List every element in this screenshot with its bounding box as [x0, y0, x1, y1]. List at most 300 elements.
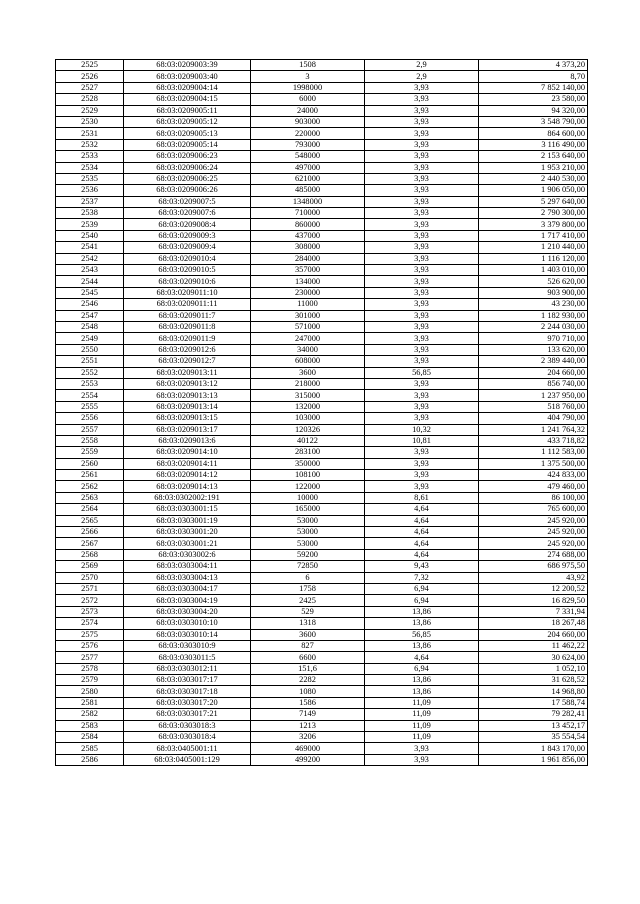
- row-number-cell: 2565: [56, 515, 124, 526]
- area-cell: 134000: [251, 276, 365, 287]
- cadastral-number-cell: 68:03:0303004:19: [124, 595, 251, 606]
- value-cell: 3 548 790,00: [479, 116, 588, 127]
- value-cell: 4 373,20: [479, 60, 588, 71]
- row-number-cell: 2566: [56, 527, 124, 538]
- area-cell: 283100: [251, 447, 365, 458]
- cadastral-number-cell: 68:03:0303001:15: [124, 504, 251, 515]
- area-cell: 220000: [251, 128, 365, 139]
- area-cell: 350000: [251, 458, 365, 469]
- value-cell: 245 920,00: [479, 527, 588, 538]
- row-number-cell: 2567: [56, 538, 124, 549]
- table-row: [56, 424, 588, 435]
- value-cell: 903 900,00: [479, 287, 588, 298]
- area-cell: 497000: [251, 162, 365, 173]
- area-cell: 53000: [251, 527, 365, 538]
- value-cell: 765 600,00: [479, 504, 588, 515]
- row-number-cell: 2562: [56, 481, 124, 492]
- area-cell: 3600: [251, 629, 365, 640]
- area-cell: 3206: [251, 732, 365, 743]
- table-row: [56, 265, 588, 276]
- table-row: [56, 640, 588, 651]
- value-cell: 35 554,54: [479, 732, 588, 743]
- row-number-cell: 2534: [56, 162, 124, 173]
- row-number-cell: 2568: [56, 549, 124, 560]
- area-cell: 608000: [251, 356, 365, 367]
- rate-cell: 3,93: [365, 344, 479, 355]
- area-cell: 357000: [251, 265, 365, 276]
- value-cell: 79 282,41: [479, 709, 588, 720]
- area-cell: 6000: [251, 94, 365, 105]
- value-cell: 16 829,50: [479, 595, 588, 606]
- row-number-cell: 2561: [56, 470, 124, 481]
- cadastral-number-cell: 68:03:0209006:26: [124, 185, 251, 196]
- rate-cell: 8,61: [365, 492, 479, 503]
- rate-cell: 3,93: [365, 139, 479, 150]
- cadastral-number-cell: 68:03:0209013:13: [124, 390, 251, 401]
- area-cell: 108100: [251, 470, 365, 481]
- table-row: [56, 60, 588, 71]
- row-number-cell: 2558: [56, 435, 124, 446]
- cadastral-number-cell: 68:03:0303017:21: [124, 709, 251, 720]
- area-cell: 59200: [251, 549, 365, 560]
- rate-cell: 56,85: [365, 367, 479, 378]
- table-row: [56, 367, 588, 378]
- area-cell: 437000: [251, 230, 365, 241]
- cadastral-number-cell: 68:03:0209013:6: [124, 435, 251, 446]
- cadastral-number-cell: 68:03:0209013:15: [124, 413, 251, 424]
- value-cell: 1 953 210,00: [479, 162, 588, 173]
- table-row: [56, 549, 588, 560]
- value-cell: 7 331,94: [479, 606, 588, 617]
- area-cell: 3600: [251, 367, 365, 378]
- value-cell: 204 660,00: [479, 367, 588, 378]
- row-number-cell: 2573: [56, 606, 124, 617]
- row-number-cell: 2563: [56, 492, 124, 503]
- row-number-cell: 2544: [56, 276, 124, 287]
- table-row: [56, 299, 588, 310]
- area-cell: 1758: [251, 583, 365, 594]
- row-number-cell: 2547: [56, 310, 124, 321]
- value-cell: 404 790,00: [479, 413, 588, 424]
- cadastral-number-cell: 68:03:0209009:4: [124, 242, 251, 253]
- value-cell: 1 112 583,00: [479, 447, 588, 458]
- value-cell: 1 052,10: [479, 663, 588, 674]
- cadastral-number-cell: 68:03:0302002:191: [124, 492, 251, 503]
- area-cell: 1318: [251, 618, 365, 629]
- table-row: [56, 572, 588, 583]
- value-cell: 1 237 950,00: [479, 390, 588, 401]
- cadastral-number-cell: 68:03:0209004:14: [124, 82, 251, 93]
- rate-cell: 3,93: [365, 356, 479, 367]
- table-row: [56, 515, 588, 526]
- rate-cell: 3,93: [365, 458, 479, 469]
- table-row: [56, 378, 588, 389]
- cadastral-number-cell: 68:03:0303004:20: [124, 606, 251, 617]
- cadastral-number-cell: 68:03:0209005:12: [124, 116, 251, 127]
- cadastral-number-cell: 68:03:0209014:10: [124, 447, 251, 458]
- row-number-cell: 2543: [56, 265, 124, 276]
- area-cell: 621000: [251, 173, 365, 184]
- value-cell: 1 403 010,00: [479, 265, 588, 276]
- value-cell: 245 920,00: [479, 515, 588, 526]
- table-row: [56, 321, 588, 332]
- value-cell: 18 267,48: [479, 618, 588, 629]
- row-number-cell: 2537: [56, 196, 124, 207]
- area-cell: 315000: [251, 390, 365, 401]
- row-number-cell: 2559: [56, 447, 124, 458]
- area-cell: 1348000: [251, 196, 365, 207]
- cadastral-number-cell: 68:03:0209010:5: [124, 265, 251, 276]
- rate-cell: 3,93: [365, 185, 479, 196]
- rate-cell: 7,32: [365, 572, 479, 583]
- area-cell: 485000: [251, 185, 365, 196]
- rate-cell: 4,64: [365, 504, 479, 515]
- value-cell: 1 961 856,00: [479, 754, 588, 765]
- row-number-cell: 2583: [56, 720, 124, 731]
- rate-cell: 4,64: [365, 549, 479, 560]
- value-cell: 43,92: [479, 572, 588, 583]
- cadastral-number-cell: 68:03:0303010:14: [124, 629, 251, 640]
- rate-cell: 56,85: [365, 629, 479, 640]
- row-number-cell: 2569: [56, 561, 124, 572]
- table-row: [56, 94, 588, 105]
- cadastral-number-cell: 68:03:0209014:11: [124, 458, 251, 469]
- rate-cell: 13,86: [365, 606, 479, 617]
- table-row: [56, 458, 588, 469]
- cadastral-number-cell: 68:03:0303018:4: [124, 732, 251, 743]
- rate-cell: 3,93: [365, 253, 479, 264]
- rate-cell: 11,09: [365, 720, 479, 731]
- rate-cell: 3,93: [365, 94, 479, 105]
- row-number-cell: 2571: [56, 583, 124, 594]
- area-cell: 548000: [251, 151, 365, 162]
- rate-cell: 3,93: [365, 413, 479, 424]
- table-row: [56, 242, 588, 253]
- area-cell: 2425: [251, 595, 365, 606]
- row-number-cell: 2577: [56, 652, 124, 663]
- value-cell: 479 460,00: [479, 481, 588, 492]
- cadastral-number-cell: 68:03:0209010:4: [124, 253, 251, 264]
- area-cell: 230000: [251, 287, 365, 298]
- area-cell: 301000: [251, 310, 365, 321]
- row-number-cell: 2570: [56, 572, 124, 583]
- area-cell: 53000: [251, 515, 365, 526]
- cadastral-number-cell: 68:03:0303017:20: [124, 697, 251, 708]
- rate-cell: 3,93: [365, 310, 479, 321]
- table-row: [56, 310, 588, 321]
- cadastral-number-cell: 68:03:0209014:13: [124, 481, 251, 492]
- table-row: [56, 538, 588, 549]
- cadastral-number-cell: 68:03:0303002:6: [124, 549, 251, 560]
- row-number-cell: 2545: [56, 287, 124, 298]
- rate-cell: 3,93: [365, 321, 479, 332]
- rate-cell: 10,81: [365, 435, 479, 446]
- cadastral-number-cell: 68:03:0209003:40: [124, 71, 251, 82]
- row-number-cell: 2536: [56, 185, 124, 196]
- cadastral-number-cell: 68:03:0303004:13: [124, 572, 251, 583]
- row-number-cell: 2581: [56, 697, 124, 708]
- value-cell: 1 241 764,32: [479, 424, 588, 435]
- area-cell: 120326: [251, 424, 365, 435]
- value-cell: 2 440 530,00: [479, 173, 588, 184]
- value-cell: 864 600,00: [479, 128, 588, 139]
- row-number-cell: 2525: [56, 60, 124, 71]
- row-number-cell: 2550: [56, 344, 124, 355]
- rate-cell: 6,94: [365, 663, 479, 674]
- area-cell: 53000: [251, 538, 365, 549]
- cadastral-number-cell: 68:03:0209012:6: [124, 344, 251, 355]
- area-cell: 903000: [251, 116, 365, 127]
- row-number-cell: 2533: [56, 151, 124, 162]
- value-cell: 433 718,82: [479, 435, 588, 446]
- rate-cell: 3,93: [365, 447, 479, 458]
- cadastral-number-cell: 68:03:0209013:14: [124, 401, 251, 412]
- area-cell: 1998000: [251, 82, 365, 93]
- value-cell: 204 660,00: [479, 629, 588, 640]
- table-row: [56, 527, 588, 538]
- value-cell: 686 975,50: [479, 561, 588, 572]
- rate-cell: 11,09: [365, 732, 479, 743]
- row-number-cell: 2531: [56, 128, 124, 139]
- cadastral-number-cell: 68:03:0209012:7: [124, 356, 251, 367]
- row-number-cell: 2574: [56, 618, 124, 629]
- area-cell: 72850: [251, 561, 365, 572]
- cadastral-number-cell: 68:03:0209008:4: [124, 219, 251, 230]
- rate-cell: 3,93: [365, 173, 479, 184]
- table-row: [56, 333, 588, 344]
- area-cell: 284000: [251, 253, 365, 264]
- value-cell: 274 688,00: [479, 549, 588, 560]
- value-cell: 2 153 640,00: [479, 151, 588, 162]
- rate-cell: 3,93: [365, 481, 479, 492]
- area-cell: 469000: [251, 743, 365, 754]
- table-row: [56, 675, 588, 686]
- row-number-cell: 2552: [56, 367, 124, 378]
- rate-cell: 2,9: [365, 60, 479, 71]
- rate-cell: 3,93: [365, 82, 479, 93]
- table-row: [56, 754, 588, 765]
- value-cell: 12 200,52: [479, 583, 588, 594]
- rate-cell: 3,93: [365, 754, 479, 765]
- area-cell: 40122: [251, 435, 365, 446]
- rate-cell: 3,93: [365, 151, 479, 162]
- table-row: [56, 356, 588, 367]
- area-cell: 132000: [251, 401, 365, 412]
- value-cell: 7 852 140,00: [479, 82, 588, 93]
- table-row: [56, 208, 588, 219]
- rate-cell: 3,93: [365, 333, 479, 344]
- table-row: [56, 732, 588, 743]
- area-cell: 1586: [251, 697, 365, 708]
- rate-cell: 13,86: [365, 675, 479, 686]
- value-cell: 245 920,00: [479, 538, 588, 549]
- row-number-cell: 2572: [56, 595, 124, 606]
- area-cell: 3: [251, 71, 365, 82]
- row-number-cell: 2582: [56, 709, 124, 720]
- rate-cell: 11,09: [365, 709, 479, 720]
- rate-cell: 10,32: [365, 424, 479, 435]
- value-cell: 30 624,00: [479, 652, 588, 663]
- value-cell: 13 452,17: [479, 720, 588, 731]
- table-row: [56, 720, 588, 731]
- row-number-cell: 2542: [56, 253, 124, 264]
- cadastral-number-cell: 68:03:0303001:19: [124, 515, 251, 526]
- area-cell: 218000: [251, 378, 365, 389]
- cadastral-number-cell: 68:03:0209006:25: [124, 173, 251, 184]
- table-row: [56, 162, 588, 173]
- table-row: [56, 413, 588, 424]
- value-cell: 8,70: [479, 71, 588, 82]
- value-cell: 1 116 120,00: [479, 253, 588, 264]
- value-cell: 1 906 050,00: [479, 185, 588, 196]
- cadastral-number-cell: 68:03:0209004:15: [124, 94, 251, 105]
- area-cell: 529: [251, 606, 365, 617]
- rate-cell: 2,9: [365, 71, 479, 82]
- row-number-cell: 2580: [56, 686, 124, 697]
- table-row: [56, 629, 588, 640]
- value-cell: 1 375 500,00: [479, 458, 588, 469]
- rate-cell: 3,93: [365, 743, 479, 754]
- cadastral-number-cell: 68:03:0303012:11: [124, 663, 251, 674]
- rate-cell: 3,93: [365, 116, 479, 127]
- row-number-cell: 2555: [56, 401, 124, 412]
- rate-cell: 3,93: [365, 276, 479, 287]
- rate-cell: 3,93: [365, 219, 479, 230]
- table-row: [56, 583, 588, 594]
- value-cell: 14 968,80: [479, 686, 588, 697]
- value-cell: 17 588,74: [479, 697, 588, 708]
- cadastral-number-cell: 68:03:0209013:17: [124, 424, 251, 435]
- row-number-cell: 2560: [56, 458, 124, 469]
- cadastral-number-cell: 68:03:0209006:24: [124, 162, 251, 173]
- cadastral-number-cell: 68:03:0209011:10: [124, 287, 251, 298]
- value-cell: 1 210 440,00: [479, 242, 588, 253]
- table-row: [56, 652, 588, 663]
- area-cell: 860000: [251, 219, 365, 230]
- area-cell: 7149: [251, 709, 365, 720]
- table-row: [56, 219, 588, 230]
- value-cell: 424 833,00: [479, 470, 588, 481]
- cadastral-number-cell: 68:03:0209011:7: [124, 310, 251, 321]
- rate-cell: 13,86: [365, 686, 479, 697]
- row-number-cell: 2532: [56, 139, 124, 150]
- table-body: [56, 60, 588, 766]
- row-number-cell: 2575: [56, 629, 124, 640]
- cadastral-number-cell: 68:03:0303004:11: [124, 561, 251, 572]
- row-number-cell: 2539: [56, 219, 124, 230]
- table-row: [56, 504, 588, 515]
- table-row: [56, 116, 588, 127]
- value-cell: 856 740,00: [479, 378, 588, 389]
- area-cell: 11000: [251, 299, 365, 310]
- cadastral-number-cell: 68:03:0209005:13: [124, 128, 251, 139]
- row-number-cell: 2540: [56, 230, 124, 241]
- table-row: [56, 151, 588, 162]
- row-number-cell: 2535: [56, 173, 124, 184]
- table-row: [56, 82, 588, 93]
- table-row: [56, 470, 588, 481]
- cadastral-number-cell: 68:03:0209011:9: [124, 333, 251, 344]
- rate-cell: 3,93: [365, 162, 479, 173]
- row-number-cell: 2585: [56, 743, 124, 754]
- table-row: [56, 663, 588, 674]
- area-cell: 6: [251, 572, 365, 583]
- area-cell: 710000: [251, 208, 365, 219]
- value-cell: 5 297 640,00: [479, 196, 588, 207]
- value-cell: 3 379 800,00: [479, 219, 588, 230]
- area-cell: 103000: [251, 413, 365, 424]
- row-number-cell: 2548: [56, 321, 124, 332]
- rate-cell: 3,93: [365, 470, 479, 481]
- row-number-cell: 2586: [56, 754, 124, 765]
- row-number-cell: 2578: [56, 663, 124, 674]
- cadastral-number-cell: 68:03:0209003:39: [124, 60, 251, 71]
- value-cell: 970 710,00: [479, 333, 588, 344]
- rate-cell: 3,93: [365, 208, 479, 219]
- cadastral-value-table: [55, 59, 588, 766]
- row-number-cell: 2526: [56, 71, 124, 82]
- area-cell: 10000: [251, 492, 365, 503]
- cadastral-number-cell: 68:03:0303011:5: [124, 652, 251, 663]
- area-cell: 2282: [251, 675, 365, 686]
- row-number-cell: 2530: [56, 116, 124, 127]
- value-cell: 2 244 030,00: [479, 321, 588, 332]
- rate-cell: 3,93: [365, 378, 479, 389]
- cadastral-number-cell: 68:03:0303017:18: [124, 686, 251, 697]
- row-number-cell: 2527: [56, 82, 124, 93]
- cadastral-number-cell: 68:03:0303010:10: [124, 618, 251, 629]
- value-cell: 94 320,00: [479, 105, 588, 116]
- cadastral-number-cell: 68:03:0209007:5: [124, 196, 251, 207]
- row-number-cell: 2541: [56, 242, 124, 253]
- rate-cell: 11,09: [365, 697, 479, 708]
- table-row: [56, 447, 588, 458]
- cadastral-number-cell: 68:03:0209010:6: [124, 276, 251, 287]
- cadastral-number-cell: 68:03:0405001:129: [124, 754, 251, 765]
- table-row: [56, 253, 588, 264]
- rate-cell: 4,64: [365, 527, 479, 538]
- row-number-cell: 2529: [56, 105, 124, 116]
- value-cell: 43 230,00: [479, 299, 588, 310]
- cadastral-number-cell: 68:03:0303001:21: [124, 538, 251, 549]
- cadastral-number-cell: 68:03:0209011:8: [124, 321, 251, 332]
- table-row: [56, 481, 588, 492]
- rate-cell: 3,93: [365, 401, 479, 412]
- row-number-cell: 2556: [56, 413, 124, 424]
- rate-cell: 6,94: [365, 595, 479, 606]
- table-row: [56, 492, 588, 503]
- value-cell: 526 620,00: [479, 276, 588, 287]
- area-cell: 247000: [251, 333, 365, 344]
- rate-cell: 13,86: [365, 640, 479, 651]
- cadastral-number-cell: 68:03:0209014:12: [124, 470, 251, 481]
- value-cell: 23 580,00: [479, 94, 588, 105]
- row-number-cell: 2551: [56, 356, 124, 367]
- cadastral-number-cell: 68:03:0303017:17: [124, 675, 251, 686]
- table-row: [56, 743, 588, 754]
- area-cell: 165000: [251, 504, 365, 515]
- value-cell: 2 790 300,00: [479, 208, 588, 219]
- value-cell: 133 620,00: [479, 344, 588, 355]
- rate-cell: 13,86: [365, 618, 479, 629]
- table-row: [56, 435, 588, 446]
- cadastral-number-cell: 68:03:0209007:6: [124, 208, 251, 219]
- row-number-cell: 2553: [56, 378, 124, 389]
- row-number-cell: 2549: [56, 333, 124, 344]
- table-row: [56, 128, 588, 139]
- rate-cell: 9,43: [365, 561, 479, 572]
- value-cell: 31 628,52: [479, 675, 588, 686]
